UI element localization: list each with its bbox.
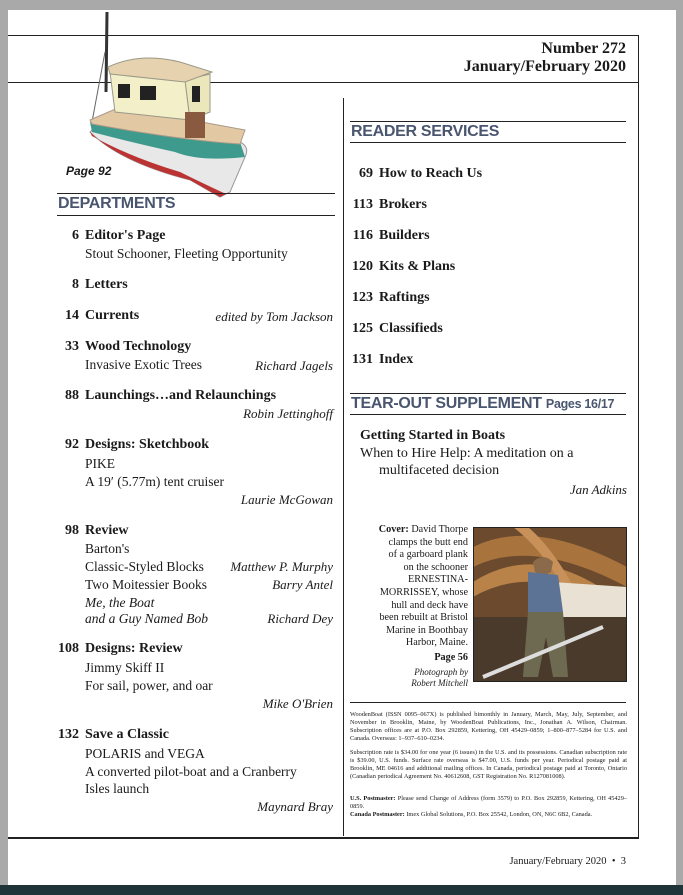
footer-date: January/February 2020 <box>509 856 607 867</box>
supplement-rule-bottom <box>350 414 626 415</box>
entry-subtitle: Invasive Exotic Trees <box>85 357 202 372</box>
cover-line: clamps the butt end <box>388 536 468 548</box>
footer-bullet: • <box>611 856 616 867</box>
entry-subtitle: and a Guy Named Bob <box>85 611 208 626</box>
entry-author: Matthew P. Murphy <box>230 559 333 574</box>
cover-line: David Thorpe <box>411 524 468 535</box>
service-page: 131 <box>352 352 373 367</box>
entry-author: Laurie McGowan <box>240 492 333 507</box>
supplement-title: TEAR-OUT SUPPLEMENT <box>351 395 542 412</box>
entry-subtitle: Isles launch <box>85 781 150 796</box>
cover-line: hull and deck have <box>391 599 468 611</box>
supplement-pages: Pages 16/17 <box>545 397 615 411</box>
entry-title[interactable]: Wood Technology <box>85 339 192 354</box>
entry-page: 92 <box>65 437 79 452</box>
service-page: 113 <box>352 197 373 212</box>
entry-author: Mike O'Brien <box>262 696 333 711</box>
entry-page: 88 <box>65 388 79 403</box>
photo-credit: Robert Mitchell <box>411 677 468 688</box>
entry-author: Richard Jagels <box>255 358 333 373</box>
entry-page: 132 <box>58 727 79 742</box>
feature-image-caption: Page 92 <box>66 164 112 178</box>
supplement-author: Jan Adkins <box>569 482 627 497</box>
service-page: 120 <box>352 259 373 274</box>
cover-label: Cover: <box>378 524 409 535</box>
departments-heading: DEPARTMENTS <box>58 195 176 212</box>
service-title[interactable]: Kits & Plans <box>379 259 456 274</box>
reader-services-heading: READER SERVICES <box>351 123 500 140</box>
entry-page: 108 <box>58 641 79 656</box>
entry-subtitle: PIKE <box>85 456 115 471</box>
entry-page: 8 <box>72 277 79 292</box>
postmaster-info: Please send Change of Address (form 3579) to P.O. Box 292859, Kettering, OH 45429–0859. <box>350 795 627 810</box>
supplement-article-line: When to Hire Help: A meditation on a <box>360 446 574 461</box>
cover-line: of a garboard plank <box>388 549 468 561</box>
cover-line: Harbor, Maine. <box>405 637 468 649</box>
entry-author: edited by Tom Jackson <box>215 309 333 324</box>
cover-line: MORRISSEY, whose <box>379 586 468 598</box>
subscription-info: Subscription rate is $34.00 for one year (6 issues) in the U.S. and its possessions. Canadian subscription rate is $39.00, U.S. funds. Surface rate overseas is $47.00, U.S. funds per year. Periodical postage paid at Brooklin, ME 04616 and additional mailing offices. In Canada, periodical postage paid at Toronto, Ontario (Canadian periodical Agreement No. 40612608, GST Registration No. R127081008). <box>350 749 627 780</box>
column-rule <box>343 98 344 836</box>
service-page: 116 <box>352 228 373 243</box>
entry-title[interactable]: Designs: Review <box>85 641 183 656</box>
service-title[interactable]: How to Reach Us <box>379 166 483 181</box>
right-rule <box>638 35 639 838</box>
entry-author: Maynard Bray <box>257 799 333 814</box>
service-title[interactable]: Brokers <box>379 197 427 212</box>
entry-title[interactable]: Letters <box>85 277 128 292</box>
service-page: 125 <box>352 321 373 336</box>
photo-credit: Photograph by <box>414 666 468 677</box>
entry-page: 98 <box>65 523 79 538</box>
entry-subtitle: A 19′ (5.77m) tent cruiser <box>85 474 225 489</box>
entry-page: 6 <box>72 228 79 243</box>
entry-subtitle: Jimmy Skiff II <box>85 660 165 675</box>
issue-date: January/February 2020 <box>463 58 626 75</box>
cover-line: ERNESTINA- <box>408 574 468 586</box>
entry-subtitle: Two Moitessier Books <box>85 577 208 592</box>
service-title[interactable]: Classifieds <box>379 321 443 336</box>
reader-services-rule-top <box>350 121 626 122</box>
entry-subtitle: POLARIS and VEGA <box>85 746 205 761</box>
entry-subtitle: For sail, power, and oar <box>85 678 213 693</box>
cover-page[interactable]: Page 56 <box>434 651 468 663</box>
postmaster-label: U.S. Postmaster: <box>350 795 396 802</box>
cover-photo <box>473 527 627 682</box>
entry-title[interactable]: Launchings…and Relaunchings <box>85 388 277 403</box>
cover-line: been rebuilt at Bristol <box>379 612 468 624</box>
page-number: 3 <box>620 856 626 867</box>
viewer-bottom-bar <box>0 885 683 895</box>
cover-caption <box>379 524 468 689</box>
entry-title[interactable]: Designs: Sketchbook <box>85 437 210 452</box>
entry-title[interactable]: Save a Classic <box>85 727 169 742</box>
entry-page: 14 <box>65 308 79 323</box>
entry-title[interactable]: Editor's Page <box>85 228 166 243</box>
cover-line: on the schooner <box>403 561 468 573</box>
bottom-rule <box>8 837 639 839</box>
entry-title[interactable]: Review <box>85 523 129 538</box>
entry-subtitle: Barton's <box>85 541 130 556</box>
cover-line: Marine in Boothbay <box>385 624 468 636</box>
page-footer <box>509 856 626 867</box>
entry-title[interactable]: Currents <box>85 308 140 323</box>
entry-page: 33 <box>65 339 79 354</box>
service-page: 123 <box>352 290 373 305</box>
service-page: 69 <box>359 166 373 181</box>
entry-author: Robin Jettinghoff <box>243 406 333 421</box>
canada-postmaster-label: Canada Postmaster: <box>350 811 405 818</box>
service-title[interactable]: Raftings <box>379 290 430 305</box>
supplement-heading <box>351 395 614 413</box>
canada-postmaster-info: Imex Global Solutions, P.O. Box 25542, London, ON, N6C 6B2, Canada. <box>406 811 593 818</box>
supplement-article-line: multifaceted decision <box>379 463 500 478</box>
publication-info: WoodenBoat (ISSN 0095–067X) is published bimonthly in January, March, May, July, September, and November in Brooklin, Maine, by WoodenBoat Publications, Inc., Jonathan A. Wilson, Chairman. Subscription offices are at P.O. Box 292859, Kettering, OH 45429–0859; 1–800–877–5284 for U.S. and Canada. Overseas: 1–937–610–0234. <box>350 711 627 742</box>
service-title[interactable]: Index <box>379 352 414 367</box>
entry-author: Richard Dey <box>267 611 333 626</box>
entry-subtitle: A converted pilot-boat and a Cranberry <box>85 764 297 779</box>
entry-subtitle: Classic-Styled Blocks <box>85 559 204 574</box>
supplement-article-title[interactable]: Getting Started in Boats <box>360 428 506 443</box>
entry-subtitle: Me, the Boat <box>85 595 155 610</box>
entry-author: Barry Antel <box>272 577 333 592</box>
service-title[interactable]: Builders <box>379 228 430 243</box>
issue-number: Number 272 <box>541 40 626 57</box>
fine-print-rule <box>350 702 626 703</box>
entry-subtitle: Stout Schooner, Fleeting Opportunity <box>85 246 288 261</box>
departments-rule-top <box>57 193 335 194</box>
supplement-rule-top <box>350 393 626 394</box>
departments-rule-bottom <box>57 215 335 216</box>
reader-services-rule-bottom <box>350 142 626 143</box>
